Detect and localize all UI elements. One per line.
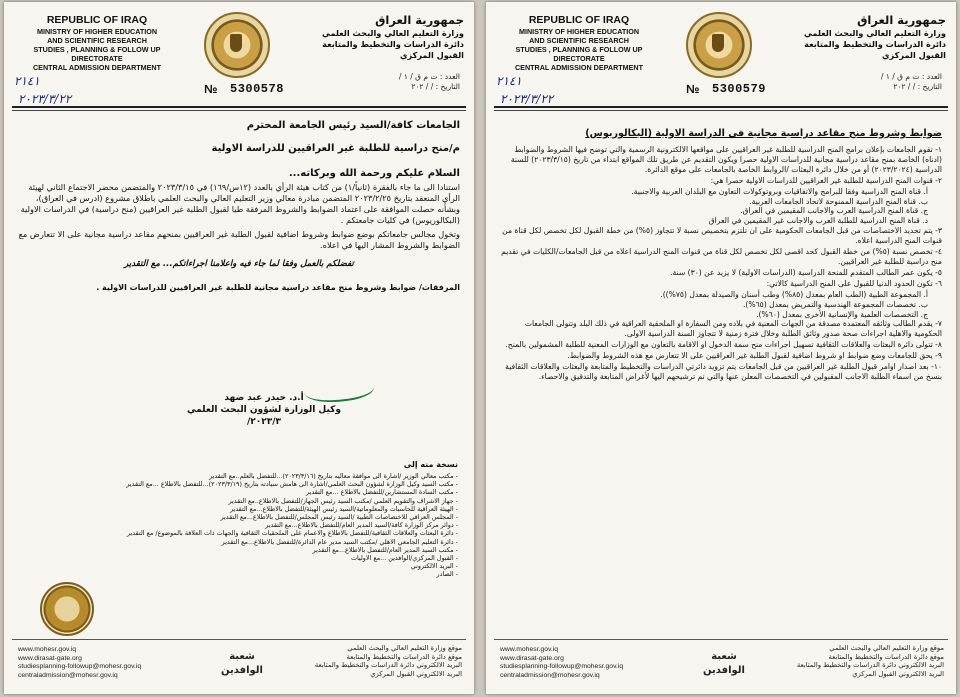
regulations-title: ضوابط وشروط منح مقاعد دراسية مجانية في الدراسة الاولية (البكالوريوس)	[585, 128, 942, 139]
header-ar-line: القبول المركزي	[881, 50, 946, 60]
handwritten-date: ٢٠٢٣/٣/٢٢	[18, 92, 72, 106]
header-divider	[494, 106, 948, 108]
reference-fields	[802, 72, 942, 92]
letter-page	[4, 2, 474, 694]
copy-recipient: - القبول المركزي/الوافدين ...مع الاوليات	[350, 554, 458, 563]
footer-ar-line: البريد الالكتروني دائرة الدراسات والتخطيط والمتابعة	[796, 661, 944, 669]
copy-recipient: - مكتب السادة المستشارين/للتفضل بالاطلاع ...مع التقدير	[306, 488, 458, 497]
footer-ar-line: موقع دائرة الدراسات والتخطيط والمتابعة	[346, 652, 462, 661]
regulation-subitem: ج. قناة المنح الدراسية العرب والاجانب المقيمين في العراق.	[740, 206, 928, 216]
handwritten-date: ٢٠٢٣/٣/٢٢	[500, 92, 554, 106]
footer-division-line: الوافدين	[703, 665, 745, 676]
header-divider	[12, 110, 466, 111]
footer-division-line: الوافدين	[221, 665, 263, 676]
regulations-body	[500, 128, 942, 383]
regulation-subitem: ب. قناة المنح الدراسية الممنوحة لاتحاد الجامعات العربية.	[749, 196, 928, 206]
regulation-item: ٧- يقدم الطالب وثائقه المعتمدة مصدقة من الجهات المعنية في بلاده ومن السفارة او الملحقية العراقية في ذلك البلد وتتولى الجامعات الحكومية والاهلية اجراءات صحة صدور وثائق الطلبة وخلال فترة زمنية لا تتجاوز السنة الدراسية الاولى.	[524, 319, 942, 339]
header-en-line: STUDIES , PLANNING & FOLLOW UP DIRECTORATE	[515, 45, 643, 63]
signatory-name: أ.د. حيدر عبد ضهد	[224, 393, 304, 403]
footer-division	[202, 650, 282, 678]
header-ar-line: وزارة التعليم العالي والبحث العلمي	[804, 28, 946, 38]
footer-en-line: www.dirasat-gate.org	[500, 654, 564, 662]
header-ar-line: جمهورية العراق	[375, 13, 464, 27]
footer-contacts-ar	[794, 644, 944, 678]
body-paragraph: وتخول مجالس جامعاتكم بوضع ضوابط وشروط اضافية لقبول الطلبة غير العراقيين بمنحهم مقاعد دراسية مجانية على الا تتعارض مع الضوابط والشروط المشار اليها في اعلاه.	[18, 229, 460, 250]
copy-recipient: - مكتب السيد وكيل الوزارة لشؤون البحث العلمي/اشارة الى هامش سيادته بتاريخ (٢٠٢٣/٣/١٩)...للتفضل بالاطلاع ...مع التقدير	[126, 480, 458, 489]
addressee: الجامعات كافة/السيد رئيس الجامعة المحترم	[246, 120, 460, 131]
subject-line: م/منح دراسية للطلبة غير العراقيين للدراسة الاولية	[211, 143, 460, 154]
footer-ar-line: البريد الالكتروني القبول المركزي	[370, 669, 462, 678]
regulations-page	[486, 2, 956, 694]
body-paragraph: استنادا الى ما جاء بالفقرة (ثانياً/١) من كتاب هيئة الرأي بالعدد (١٢س/١٦٩) في ٢٠٢٣/٣/١٥ والمتضمن محضر الاجتماع الثاني لهيئة الرأي المنعقد بتاريخ ٢٠٢٣/٢/٢٥ المتضمن مبادرة معالي وزير التعليم العالي والبحث العلمي باطلاق مشروع (ادرس في العراق)، وبشأنه حصلت الموافقة على اعتماد الضوابط والشروط المرفقة طيا لقبول الطلبة غير العراقيين (منح دراسية) في الدراسات الاولية (البكالوريوس) في كليات جامعتكم .	[20, 182, 460, 225]
copy-recipient: - الهيئة العراقية للحاسبات والمعلوماتية/السيد رئيس الهيئة/للتفضل بالاطلاع...مع التقدير	[230, 504, 458, 513]
header-divider	[494, 110, 948, 111]
footer-division	[684, 650, 764, 678]
header-ar-line: جمهورية العراق	[857, 13, 946, 27]
copy-recipient: - مكتب السيد المدير العام/للتفضل بالاطلاع...مع التقدير	[312, 545, 458, 554]
footer-en-line: centraladmission@mohesr.gov.iq	[500, 671, 600, 679]
serial-label: №	[204, 82, 218, 96]
header-en-line: REPUBLIC OF IRAQ	[46, 14, 148, 26]
footer-contacts-ar	[312, 644, 462, 678]
footer-ar-line: البريد الالكتروني القبول المركزي	[852, 669, 944, 678]
letter-footer	[12, 639, 466, 694]
footer-contacts-en	[500, 646, 623, 680]
signature-block	[174, 392, 354, 428]
serial-number: 5300578	[230, 82, 284, 96]
footer-en-line: centraladmission@mohesr.gov.iq	[18, 671, 118, 679]
footer-en-line: www.mohesr.gov.iq	[18, 646, 77, 653]
regulation-subitem: أ. المجموعة الطبية (الطب العام بمعدل (٨٥%) وطب أسنان والصيدلة بمعدل (٧٥%)).	[660, 289, 928, 299]
regulation-subitem: د. قناة المنح الدراسية للطلبة العرب والاجانب غير المقيمين في العراق	[708, 216, 928, 226]
header-en-line: CENTRAL ADMISSION DEPARTMENT	[32, 63, 162, 72]
copy-recipient: - جهاز الاشراف والتقويم العلمي /مكتب السيد رئيس الجهاز/للتفضل بالاطلاع..مع التقدير	[228, 496, 458, 505]
footer-division-line: شعبة	[229, 651, 255, 662]
ref-number-label: العدد : ت م ق / ١ /	[398, 72, 460, 81]
letter-footer	[494, 639, 948, 694]
regulation-item: ٨- تتولى دائرة البعثات والعلاقات الثقافية تسهيل اجراءات منح سمة الدخول او الاقامة بالتعاون مع الوزارات المعنية للطلبة المشمولين بالمنح.	[505, 340, 942, 350]
header-ar-line: دائرة الدراسات والتخطيط والمتابعة	[804, 39, 946, 49]
copy-recipient: - الصادر	[436, 570, 458, 579]
regulation-item: ٩- يحق للجامعات وضع ضوابط او شروط اضافية لقبول الطلبة غير العراقيين على الا تتعارض مع هذه الشروط والضوابط.	[567, 351, 942, 361]
reference-fields	[320, 72, 460, 92]
attachments-note: المرفقات/ ضوابط وشروط منح مقاعد دراسية مجانية للطلبة غير العراقيين للدراسات الاولية .	[96, 283, 460, 292]
footer-ar-line: موقع دائرة الدراسات والتخطيط والمتابعة	[828, 652, 944, 661]
serial-label: №	[686, 82, 700, 96]
ref-date-label: التاريخ : / / ٢٠٢	[411, 82, 460, 91]
copy-recipient: - المجلس العراقي للاختصاصات الطبية /السيد رئيس المجلس/للتفضل بالاطلاع...مع التقدير	[220, 513, 458, 522]
footer-en-line: studiesplanning-followup@mohesr.gov.iq	[18, 663, 142, 670]
handwritten-number: ٢١٤١	[496, 74, 522, 88]
header-ar-line: القبول المركزي	[399, 50, 464, 60]
regulation-subitem: ج. التخصصات العلمية والإنسانية الأخرى بمعدل (٦٠%).	[756, 309, 928, 319]
regulation-item: ٦- تكون الحدود الدنيا للقبول على المنح الدراسية كالاتي:	[766, 278, 942, 288]
copy-recipient: - دائرة التعليم الجامعي الاهلي /مكتب السيد مدير عام الدائرة/للتفضل بالاطلاع...مع التقدير	[221, 537, 458, 546]
footer-en-line: studiesplanning-followup@mohesr.gov.iq	[500, 663, 624, 670]
footer-ar-line: موقع وزارة التعليم العالي والبحث العلمي	[829, 644, 944, 652]
header-en-line: AND SCIENTIFIC RESEARCH	[529, 36, 629, 45]
signatory-title: وكيل الوزارة لشؤون البحث العلمي	[187, 405, 341, 415]
greeting: السلام عليكم ورحمة الله وبركاته...	[288, 168, 460, 179]
header-arabic	[296, 13, 464, 61]
copy-recipient: - البريد الالكتروني	[410, 562, 458, 571]
copy-recipient: - مكتب معالي الوزير /اشارة الى موافقة معاليه بتاريخ (٢٠٢٣/٣/١٦)...للتفضل بالعلم..مع التقدير	[209, 472, 458, 480]
header-english	[14, 14, 180, 72]
regulation-item: ٥- يكون عمر الطالب المتقدم للمنحة الدراسية (الدراسات الاولية) لا يزيد عن (٣٠) سنة.	[670, 267, 942, 277]
ministry-seal-icon	[40, 582, 94, 636]
header-arabic	[778, 13, 946, 61]
ref-date-label: التاريخ : / / ٢٠٢	[893, 82, 942, 91]
copies-title: نسخة منه إلى	[403, 460, 458, 469]
regulation-item: ١٠- بعد اصدار اوامر قبول الطلبة غير العراقيين من قبل الجامعات يتم تزويد دائرتي الدراسات والتخطيط والمتابعة والبعثات والعلاقات الثقافية بنسخ من اسماء الطلبة الاجانب المقبولين في التخصصات المعلن عنها والتي تم ترشيحهم اليها لأغراض المتابعة والتدقيق والاحصاء.	[505, 362, 942, 381]
closing-request: تفضلكم بالعمل وفقا لما جاء فيه واعلامنا اجراءاتكم... مع التقدير	[124, 259, 354, 269]
regulation-item: ٣- يتم تحديد الاختصاصات من قبل الجامعات الحكومية على ان تلتزم بتخصيص نسبة لا تتجاوز (٥%) من خطة القبول لكل تخصص لكل قناة من قنوات المنح الدراسية اعلاه.	[502, 226, 942, 246]
regulation-item: ٤- تخصص نسبة (٥%) من خطة القبول كحد اقصى لكل تخصص لكل قناة من قنوات المنح الدراسية اعلاه من قبل الجامعات/الكليات في تقديم منح دراسية للطلبة غير العراقيين.	[501, 247, 942, 266]
regulation-subitem: ب. تخصصات المجموعة الهندسية والتمريض بمعدل (٦٥%).	[742, 299, 928, 309]
ministry-emblem-icon	[204, 12, 270, 78]
signature-date: ٢٠٢٣/٣/	[246, 417, 282, 427]
copy-recipient: - دوائر مركز الوزارة كافة/السيد المدير العام/للتفضل بالاطلاع...مع التقدير	[265, 521, 458, 530]
letter-body	[18, 120, 460, 292]
ref-number-label: العدد : ت م ق / ١ /	[880, 72, 942, 81]
ministry-emblem-icon	[686, 12, 752, 78]
header-en-line: STUDIES , PLANNING & FOLLOW UP DIRECTORATE	[33, 45, 161, 63]
regulation-subitem: أ. قناة المنح الدراسية وفقا للبرامج والاتفاقيات وبروتوكولات التعاون مع البلدان العربية والاجنبية.	[631, 186, 928, 196]
regulation-item: ٢- قنوات المنح الدراسية للطلبة غير العراقيين للدراسات الاولية حصرا هي:	[710, 175, 942, 185]
footer-en-line: www.mohesr.gov.iq	[500, 646, 559, 653]
header-en-line: CENTRAL ADMISSION DEPARTMENT	[514, 63, 644, 72]
footer-ar-line: البريد الالكتروني دائرة الدراسات والتخطيط والمتابعة	[314, 661, 462, 669]
copy-recipient: - دائرة البعثات والعلاقات الثقافية/للتفضل بالاطلاع والاعمام على الملحقيات الثقافية والجهات ذات العلاقة بالموضوع/ مع التقدير	[127, 529, 458, 538]
footer-en-line: www.dirasat-gate.org	[18, 654, 82, 662]
handwritten-number: ٢١٤١	[14, 74, 40, 88]
serial-number: 5300579	[712, 82, 766, 96]
header-ar-line: دائرة الدراسات والتخطيط والمتابعة	[322, 39, 464, 49]
header-en-line: REPUBLIC OF IRAQ	[528, 14, 630, 26]
header-en-line: AND SCIENTIFIC RESEARCH	[47, 36, 147, 45]
header-en-line: MINISTRY OF HIGHER EDUCATION	[518, 27, 640, 36]
footer-ar-line: موقع وزارة التعليم العالي والبحث العلمي	[347, 644, 462, 652]
header-english	[496, 14, 662, 72]
footer-contacts-en	[18, 646, 141, 680]
copies-list	[20, 460, 458, 579]
header-divider	[12, 106, 466, 108]
header-en-line: MINISTRY OF HIGHER EDUCATION	[36, 27, 158, 36]
header-ar-line: وزارة التعليم العالي والبحث العلمي	[322, 28, 464, 38]
footer-division-line: شعبة	[711, 651, 737, 662]
regulation-item: ١- تقوم الجامعات بإعلان برامج المنح الدراسية للطلبة غير العراقيين على مواقعها الالكترونية الرسمية والتي توضح فيها الشروط والضوابط (ادناه) الخاصة بمنح مقاعد دراسية مجانية للدراسات الاولية حصرا ويكون التقديم عن طريق تلك المواقع ابتداء من تاريخ (٢٠٢٣/٣/١٥) للسنة الدراسية (٢٠٢٣/٢٠٢٤) أو من خلال دائرة البعثات /الروابط الخاصة بالجامعات على موقع الدائرة.	[510, 145, 942, 174]
